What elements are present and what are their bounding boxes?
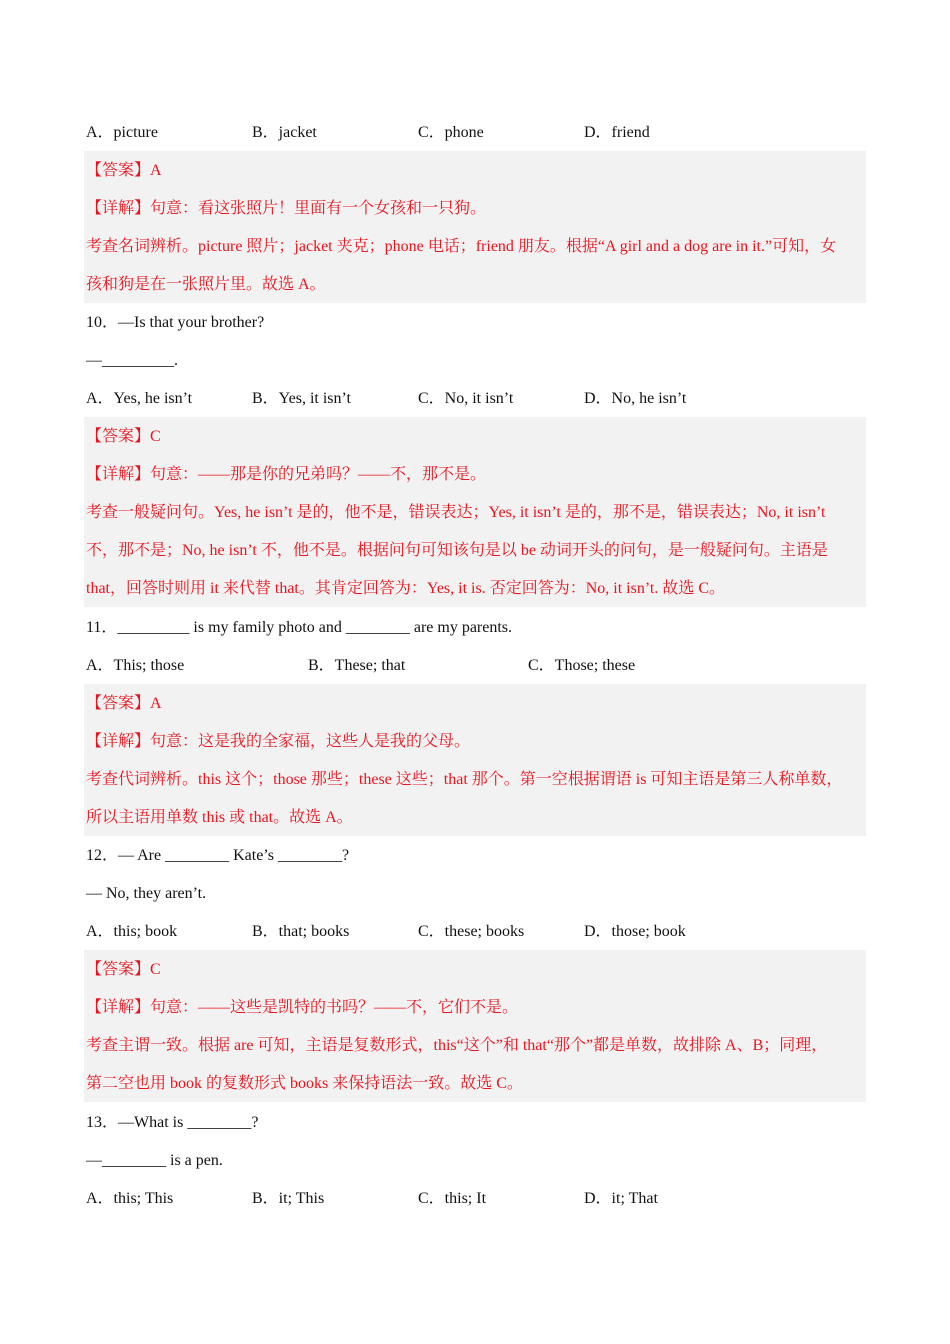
q10-options (86, 380, 866, 418)
q11-option-c: C．Those; these (528, 657, 636, 674)
q13-option-d: D．it; That (584, 1190, 658, 1207)
q11-analysis-3: 所以主语用单数 this 或 that。故选 A。 (86, 809, 353, 826)
q11-options (86, 647, 866, 685)
q9-analysis-2: 考查名词辨析。picture 照片；jacket 夹克；phone 电话；friend 朋友。根据“A girl and a dog are in it.”可知，女 (86, 238, 837, 255)
q13-option-a: A．this; This (86, 1190, 174, 1207)
q12-stem: 12．— Are ________ Kate’s ________? (86, 847, 350, 864)
q12-reply: — No, they aren’t. (86, 885, 207, 902)
q11-analysis-2: 考查代词辨析。this 这个；those 那些；these 这些；that 那个。第一空根据谓语 is 可知主语是第三人称单数， (86, 771, 843, 788)
q9-option-c: C．phone (418, 124, 484, 141)
q9-options (86, 114, 866, 152)
q12-analysis-2: 考查主谓一致。根据 are 可知，主语是复数形式，this“这个”和 that“那个”都是单数，故排除 A、B；同理， (86, 1037, 828, 1054)
q9-option-a: A．picture (86, 124, 158, 141)
q12-answer: 【答案】C (86, 961, 161, 978)
q10-answer-block (84, 417, 866, 607)
q10-option-a: A．Yes, he isn’t (86, 390, 193, 407)
q10-analysis-4: that，回答时则用 it 来代替 that。其肯定回答为：Yes, it is. 否定回答为：No, it isn’t. 故选 C。 (86, 580, 725, 597)
q10-reply: —_________. (86, 352, 178, 369)
q9-analysis-3: 孩和狗是在一张照片里。故选 A。 (86, 276, 326, 293)
q11-option-b: B．These; that (308, 657, 406, 674)
q13-option-c: C．this; It (418, 1190, 487, 1207)
q13-stem: 13．—What is ________? (86, 1114, 259, 1131)
q10-analysis-2: 考查一般疑问句。Yes, he isn’t 是的，他不是，错误表达；Yes, it isn’t 是的，那不是，错误表达；No, it isn’t (86, 504, 826, 521)
q10-option-c: C．No, it isn’t (418, 390, 514, 407)
q12-analysis-3: 第二空也用 book 的复数形式 books 来保持语法一致。故选 C。 (86, 1075, 523, 1092)
q12-options (86, 913, 866, 951)
q13-option-b: B．it; This (252, 1190, 325, 1207)
q10-option-d: D．No, he isn’t (584, 390, 687, 407)
q12-answer-block (84, 950, 866, 1102)
q11-analysis-1: 【详解】句意：这是我的全家福，这些人是我的父母。 (86, 733, 471, 750)
q12-option-b: B．that; books (252, 923, 350, 940)
q12-option-a: A．this; book (86, 923, 178, 940)
q9-analysis-1: 【详解】句意：看这张照片！里面有一个女孩和一只狗。 (86, 200, 487, 217)
q12-analysis-1: 【详解】句意：——这些是凯特的书吗？——不，它们不是。 (86, 999, 519, 1016)
q12-option-c: C．these; books (418, 923, 525, 940)
q11-stem: 11．_________ is my family photo and ________ are my parents. (86, 619, 513, 636)
q10-stem: 10．—Is that your brother? (86, 314, 265, 331)
q9-answer-block (84, 151, 866, 303)
q10-analysis-1: 【详解】句意：——那是你的兄弟吗？——不，那不是。 (86, 466, 487, 483)
q10-option-b: B．Yes, it isn’t (252, 390, 352, 407)
q9-answer: 【答案】A (86, 162, 162, 179)
q10-answer: 【答案】C (86, 428, 161, 445)
q9-option-d: D．friend (584, 124, 650, 141)
q13-options (86, 1180, 866, 1218)
q11-answer-block (84, 684, 866, 836)
q11-answer: 【答案】A (86, 695, 162, 712)
q10-analysis-3: 不，那不是；No, he isn’t 不，他不是。根据问句可知该句是以 be 动词开头的问句，是一般疑问句。主语是 (86, 542, 828, 559)
q11-option-a: A．This; those (86, 657, 185, 674)
q13-reply: —________ is a pen. (86, 1152, 223, 1169)
q9-option-b: B．jacket (252, 124, 317, 141)
q12-option-d: D．those; book (584, 923, 686, 940)
